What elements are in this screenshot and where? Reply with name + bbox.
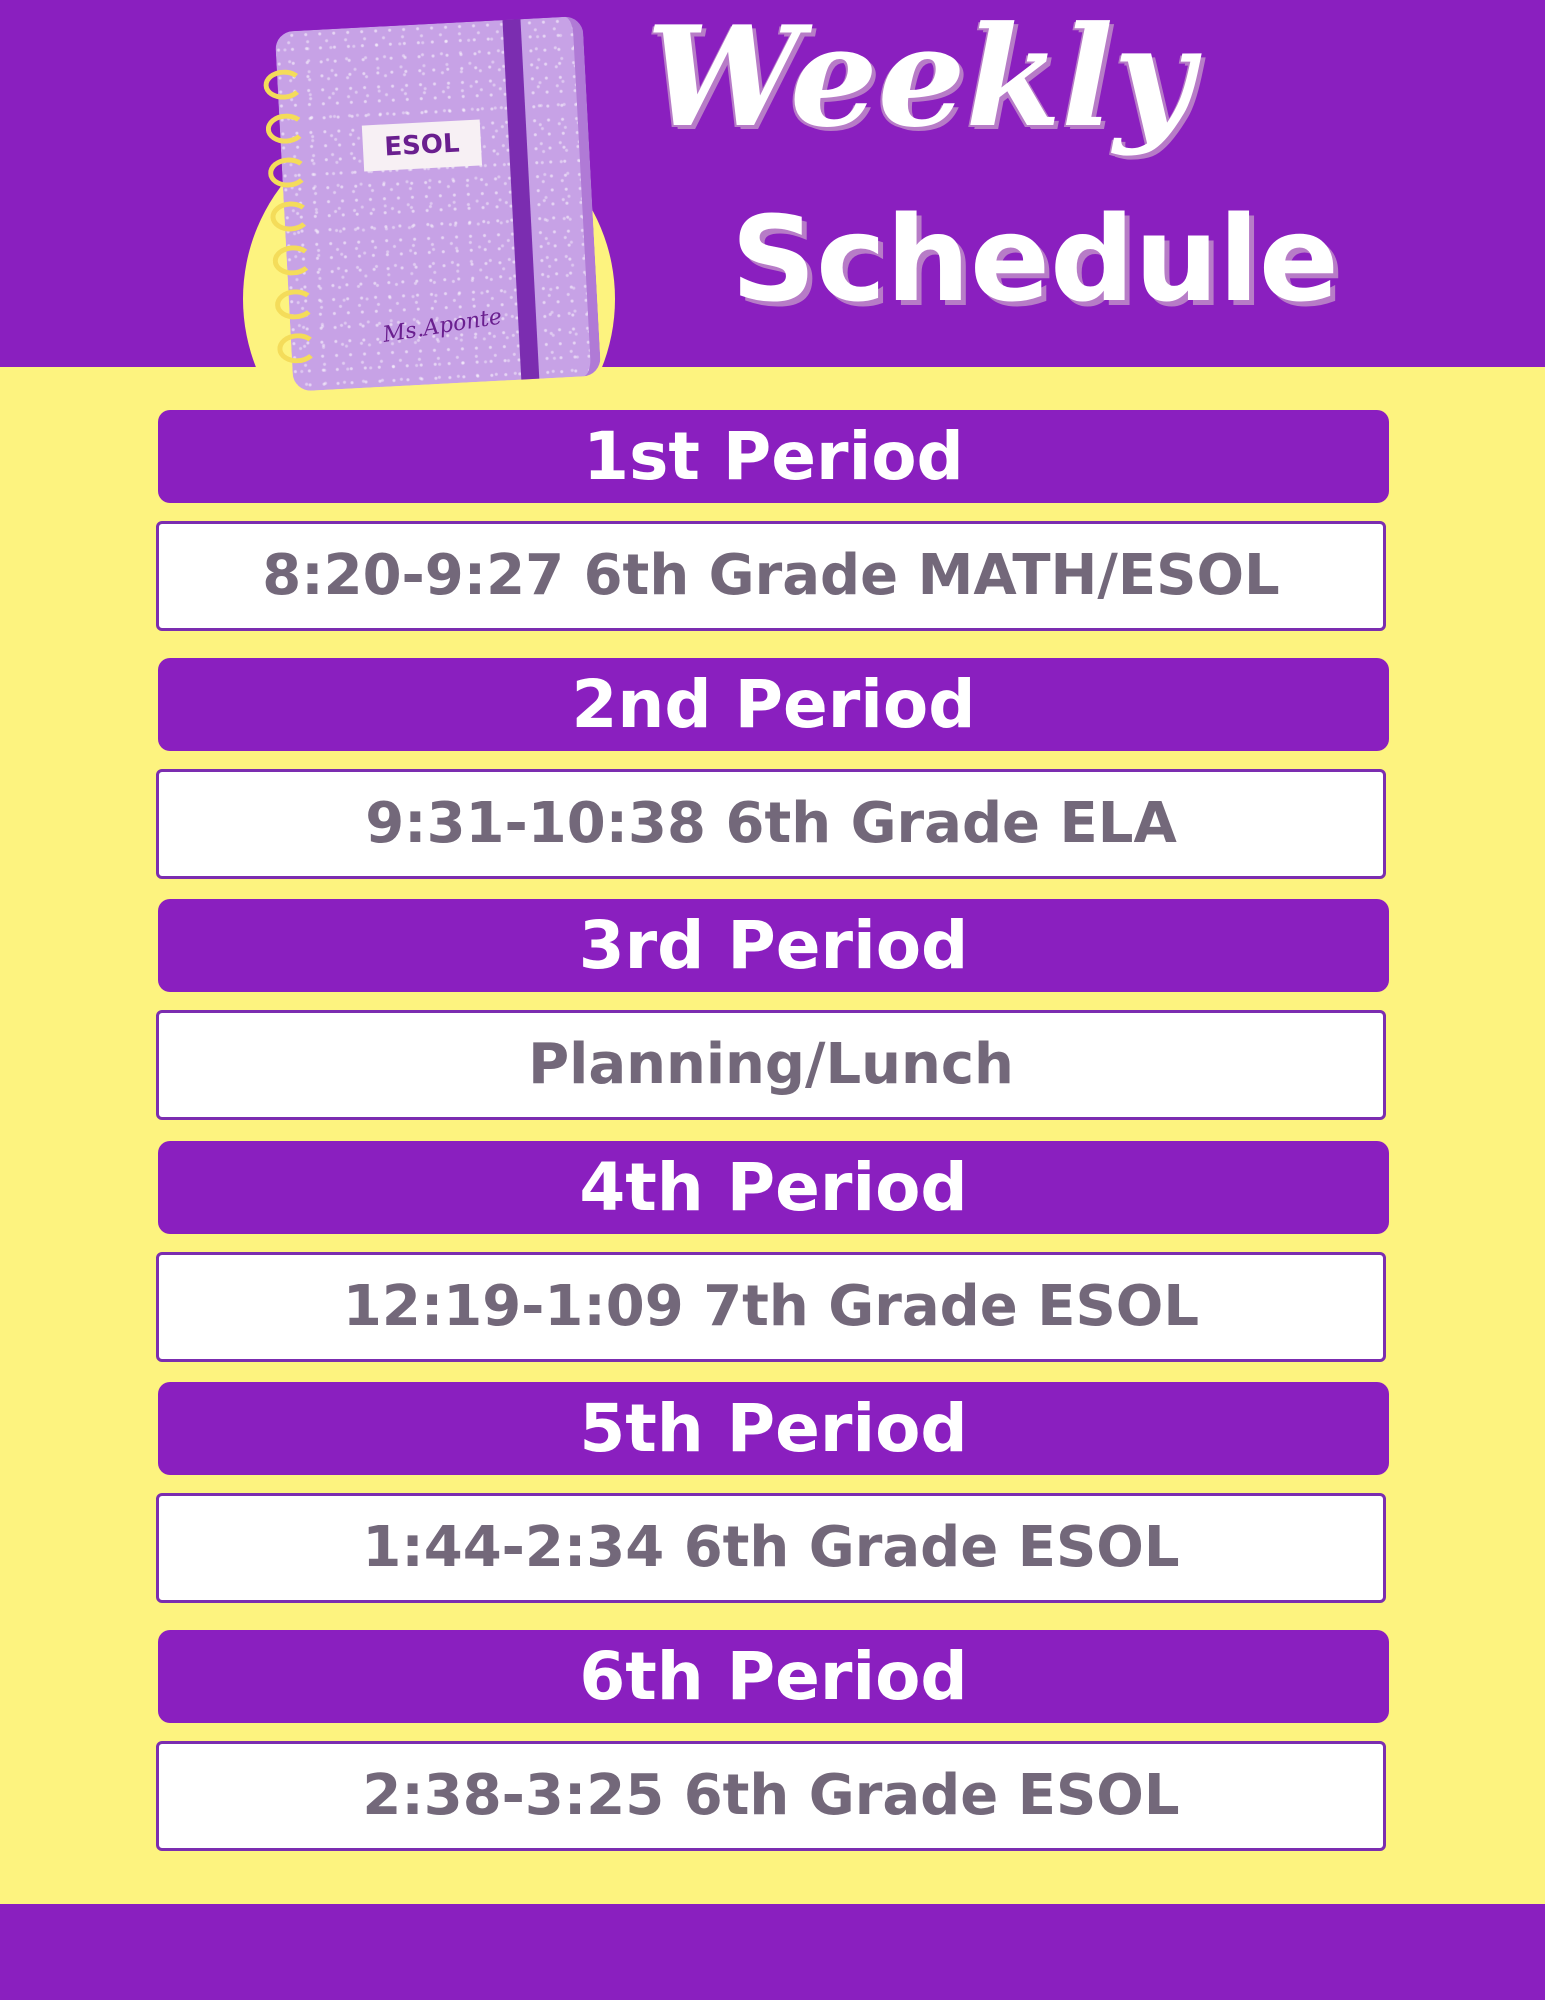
period-header-3: 3rd Period bbox=[158, 899, 1389, 992]
footer-band bbox=[0, 1904, 1545, 2000]
period-header-5: 5th Period bbox=[158, 1382, 1389, 1475]
page-title-schedule: Schedule bbox=[731, 190, 1339, 328]
period-details-5: 1:44-2:34 6th Grade ESOL bbox=[156, 1493, 1386, 1603]
notebook-label: ESOL bbox=[362, 119, 482, 171]
period-details-6: 2:38-3:25 6th Grade ESOL bbox=[156, 1741, 1386, 1851]
period-details-2: 9:31-10:38 6th Grade ELA bbox=[156, 769, 1386, 879]
period-details-3: Planning/Lunch bbox=[156, 1010, 1386, 1120]
period-header-4: 4th Period bbox=[158, 1141, 1389, 1234]
period-header-2: 2nd Period bbox=[158, 658, 1389, 751]
period-header-6: 6th Period bbox=[158, 1630, 1389, 1723]
period-details-4: 12:19-1:09 7th Grade ESOL bbox=[156, 1252, 1386, 1362]
notebook-signature: Ms.Aponte bbox=[381, 304, 504, 348]
period-header-1: 1st Period bbox=[158, 410, 1389, 503]
period-details-1: 8:20-9:27 6th Grade MATH/ESOL bbox=[156, 521, 1386, 631]
page-title-weekly: Weekly bbox=[646, 0, 1194, 158]
notebook-illustration bbox=[275, 16, 591, 391]
